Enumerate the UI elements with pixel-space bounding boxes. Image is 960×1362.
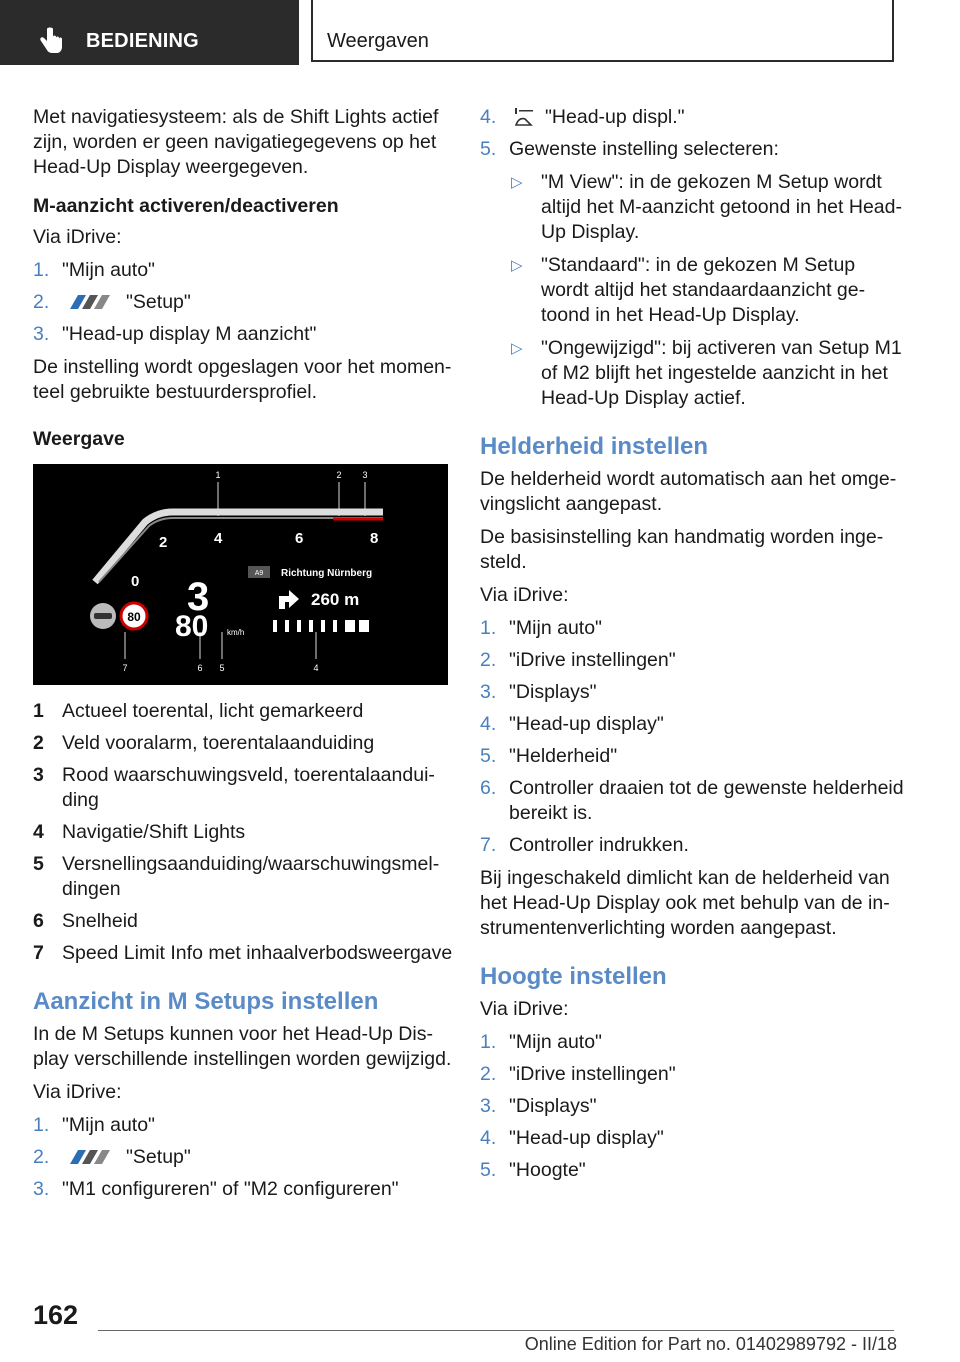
triangle-bullet-icon: ▷	[511, 257, 523, 274]
hud-illustration	[33, 464, 448, 685]
triangle-bullet-icon: ▷	[511, 340, 523, 357]
list-item: ▷ "Ongewijzigd": bij activeren van Setup M1 of M2 blijft het ingestelde aanzicht in het Head-Up Display actief.	[511, 337, 902, 409]
saved-note: De instelling wordt opgeslagen voor het momenteel gebruikte bestuurdersprofiel.	[33, 356, 452, 403]
callout-number: 3	[362, 470, 368, 480]
callout-number: 7	[122, 663, 128, 673]
speed-limit-value: 80	[127, 610, 141, 624]
m-setups-intro: In de M Setups kunnen voor het Head-Up Display verschillende instellingen worden gewijzigd.	[33, 1023, 452, 1070]
rev-scale-number: 4	[214, 530, 223, 547]
via-idrive-label: Via iDrive:	[480, 998, 569, 1020]
section-tab	[0, 0, 299, 65]
list-item: 5. "Hoogte"	[480, 1159, 586, 1181]
list-item: 3. "M1 configureren" of "M2 configureren"	[33, 1178, 399, 1200]
steps-list-1	[33, 258, 453, 347]
breadcrumb	[311, 0, 894, 62]
m-logo-icon	[62, 294, 118, 310]
list-item: 2. "Setup"	[33, 291, 191, 313]
speed-unit: km/h	[227, 628, 245, 637]
brightness-heading: Helderheid instellen	[480, 433, 709, 460]
section-title: BEDIENING	[86, 30, 199, 52]
brightness-paragraph: De helderheid wordt automatisch aan het omgevingslicht aangepast.	[480, 468, 897, 515]
list-item: 2. "Setup"	[33, 1146, 191, 1168]
legend-item: 7 Speed Limit Info met inhaalverbodsweergave	[33, 942, 453, 964]
option-bullets	[509, 170, 905, 411]
list-item: ▷ "Standaard": in de gekozen M Setup wordt altijd het standaardaanzicht getoond in het Head-Up Display.	[511, 254, 866, 326]
nav-direction: Richtung Nürnberg	[281, 568, 373, 579]
weergave-heading: Weergave	[33, 428, 125, 450]
hud-figure	[33, 464, 448, 685]
legend-item: 5 Versnellingsaanduiding/waarschuwingsmeldingen	[33, 853, 440, 900]
via-idrive-label: Via iDrive:	[33, 226, 122, 248]
list-item: 2. "iDrive instellingen"	[480, 649, 676, 671]
m-logo-icon	[62, 1149, 118, 1165]
list-item: 4. "Head-up display"	[480, 713, 664, 735]
brightness-note: Bij ingeschakeld dimlicht kan de helderheid van het Head-Up Display ook met behulp van de instrumentenverlichting worden aangepast.	[480, 867, 890, 939]
list-item: 2. "iDrive instellingen"	[480, 1063, 676, 1085]
rev-scale-number: 2	[159, 534, 168, 551]
page-number: 162	[33, 1300, 79, 1330]
legend-item: 3 Rood waarschuwingsveld, toerentalaanduiding	[33, 764, 435, 811]
via-idrive-label: Via iDrive:	[33, 1081, 122, 1103]
list-item: 1. "Mijn auto"	[33, 259, 155, 281]
callout-number: 6	[197, 663, 203, 673]
steps-list-2-continued	[480, 105, 905, 162]
brightness-paragraph: De basisinstelling kan handmatig worden ingesteld.	[480, 526, 884, 573]
list-item: 3. "Head-up display M aanzicht"	[33, 323, 317, 345]
list-item: ▷ "M View": in de gekozen M Setup wordt altijd het M-aanzicht getoond in het Head-Up Display.	[511, 171, 902, 243]
list-item: 7. Controller indrukken.	[480, 834, 689, 856]
legend-item: 2 Veld vooralarm, toerentalaanduiding	[33, 732, 375, 754]
rev-scale-number: 0	[131, 573, 140, 590]
list-item: 4. "Head-up displ."	[480, 106, 685, 128]
breadcrumb-label: Weergaven	[327, 30, 429, 52]
gear-indicator: 3	[187, 575, 210, 619]
rev-scale-number: 8	[370, 530, 379, 547]
road-badge-label: A9	[254, 570, 264, 577]
triangle-bullet-icon: ▷	[511, 174, 523, 191]
list-item: 3. "Displays"	[480, 1095, 597, 1117]
list-item: 5. "Helderheid"	[480, 745, 618, 767]
callout-number: 5	[219, 663, 225, 673]
via-idrive-label: Via iDrive:	[480, 584, 569, 606]
nav-distance: 260 m	[311, 590, 360, 609]
edition-info: Online Edition for Part no. 01402989792 - II/18	[524, 1334, 897, 1354]
left-column	[33, 105, 453, 1210]
figure-legend	[33, 699, 453, 966]
callout-number: 1	[215, 470, 221, 480]
list-item: 5. Gewenste instelling selecteren:	[480, 138, 779, 160]
list-item: 3. "Displays"	[480, 681, 597, 703]
steps-list-2	[33, 1113, 453, 1202]
steps-list-3	[480, 616, 905, 858]
rev-scale-number: 6	[295, 530, 304, 547]
right-column	[480, 105, 905, 1191]
callout-number: 2	[336, 470, 342, 480]
steps-list-4	[480, 1030, 905, 1183]
list-item: 6. Controller draaien tot de gewenste helderheid bereikt is.	[480, 777, 904, 824]
lane-guidance-icon	[273, 620, 369, 632]
list-item: 1. "Mijn auto"	[480, 617, 602, 639]
intro-paragraph: Met navigatiesysteem: als de Shift Lights actief zijn, worden er geen navigatiegegevens op het Head-Up Display weergegeven.	[33, 106, 439, 178]
height-heading: Hoogte instellen	[480, 963, 667, 990]
hand-icon	[38, 27, 64, 55]
list-item: 1. "Mijn auto"	[33, 1114, 155, 1136]
m-setups-heading: Aanzicht in M Setups instellen	[33, 988, 379, 1015]
speed-value: 80	[175, 610, 209, 643]
footer-divider	[98, 1330, 894, 1331]
turn-right-arrow-icon	[279, 590, 299, 609]
head-up-display-icon	[509, 107, 537, 127]
list-item: 4. "Head-up display"	[480, 1127, 664, 1149]
legend-item: 1 Actueel toerental, licht gemarkeerd	[33, 700, 364, 722]
legend-item: 6 Snelheid	[33, 910, 138, 932]
list-item: 1. "Mijn auto"	[480, 1031, 602, 1053]
no-overtaking-car-icon	[94, 613, 112, 619]
legend-item: 4 Navigatie/Shift Lights	[33, 821, 246, 843]
callout-number: 4	[313, 663, 319, 673]
m-view-heading: M-aanzicht activeren/deactiveren	[33, 195, 339, 217]
